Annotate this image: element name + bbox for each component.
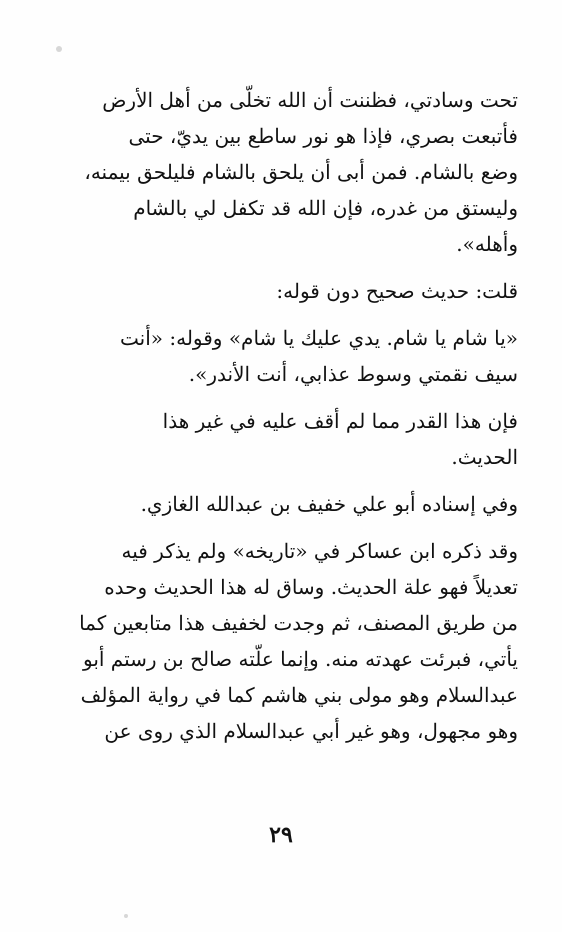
text-line: وهو مجهول، وهو غير أبي عبدالسلام الذي روى عن [104,719,518,743]
page-speck [124,914,128,918]
text-line: تحت وسادتي، فظننت أن الله تخلّى من أهل الأرض [102,88,518,112]
text-line: وضع بالشام. فمن أبى أن يلحق بالشام فليلحق بيمنه، [84,160,518,184]
text-line: وأهله». [456,232,518,256]
paragraph [72,82,518,262]
paragraph [72,403,518,475]
page-speck [56,46,62,52]
paragraph [72,320,518,392]
paragraph [72,273,518,309]
text-line: يأتي، فبرئت عهدته منه. وإنما علّته صالح بن رستم أبو [82,647,518,671]
text-line: الحديث. [451,445,518,469]
text-line: سيف نقمتي وسوط عذابي، أنت الأندر». [188,362,518,386]
text-line: وقد ذكره ابن عساكر في «تاريخه» ولم يذكر فيه [121,539,518,563]
text-line: تعديلاً فهو علة الحديث. وساق له هذا الحديث وحده [104,575,518,599]
paragraph [72,486,518,522]
page-number: ٢٩ [269,822,293,848]
page-body-text [72,82,518,749]
text-line: «يا شام يا شام. يدي عليك يا شام» وقوله: «أنت [120,326,518,350]
text-line: فإن هذا القدر مما لم أقف عليه في غير هذا [162,409,518,433]
text-line: من طريق المصنف، ثم وجدت لخفيف هذا متابعين كما [79,611,518,635]
text-line: عبدالسلام وهو مولى بني هاشم كما في رواية المؤلف [80,683,518,707]
text-line: وفي إسناده أبو علي خفيف بن عبدالله الغازي. [140,492,518,516]
text-line: فأتبعت بصري، فإذا هو نور ساطع بين يديّ، حتى [128,124,518,148]
paragraph [72,533,518,749]
text-line: قلت: حديث صحيح دون قوله: [276,279,518,303]
text-line: وليستق من غدره، فإن الله قد تكفل لي بالشام [133,196,518,220]
